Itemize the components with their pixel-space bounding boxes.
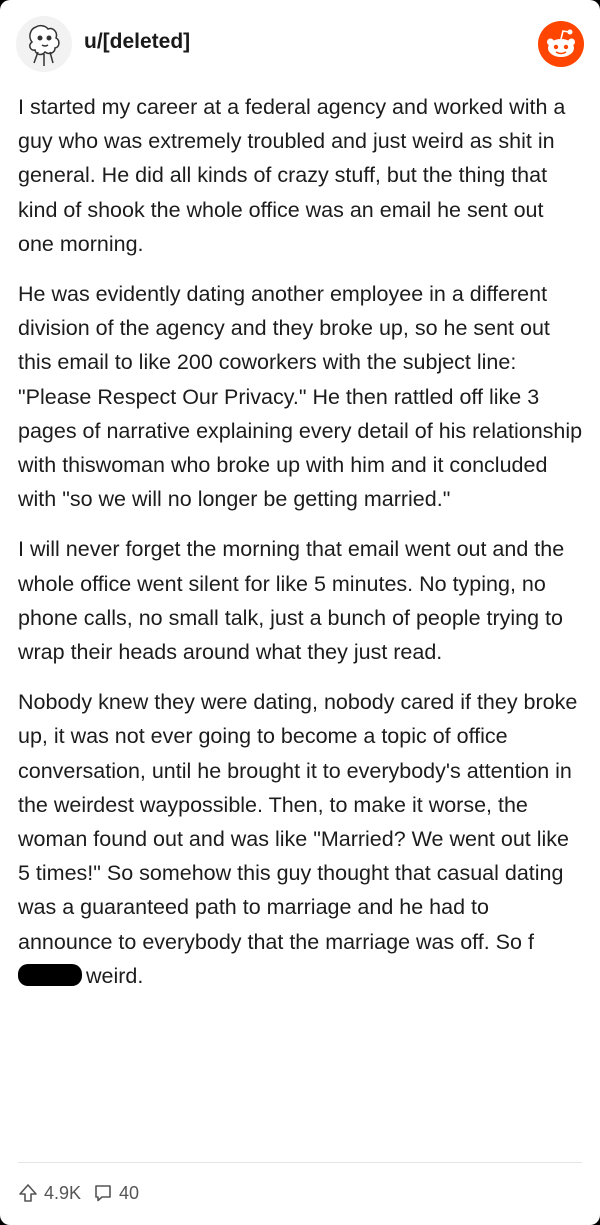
- post-body: [18, 90, 584, 1009]
- redaction-bar: [18, 964, 82, 986]
- post-header: [16, 16, 584, 76]
- post-paragraph: He was evidently dating another employee in a different division of the agency and they broke up, so he sent out this email to like 200 coworkers with the subject line: "Please Respect Our Privacy." He then rattled off like 3 pages of narrative explaining every detail of his relationship with thiswoman who broke up with him and it concluded with "so we will no longer be getting married.": [18, 282, 583, 512]
- post-footer: [18, 1178, 151, 1208]
- post-paragraph: I will never forget the morning that email went out and the whole office went silent for like 5 minutes. No typing, no phone calls, no small talk, just a bunch of people trying to wrap their heads around what they just read.: [18, 537, 565, 665]
- comment-count: 40: [119, 1182, 140, 1203]
- post-paragraph: I started my career at a federal agency and worked with a guy who was extremely troubled and just weird as shit in general. He did all kinds of crazy stuff, but the thing that kind of shook the whole office was an email he sent out one morning.: [18, 95, 566, 256]
- comment-bubble-icon: [93, 1183, 113, 1203]
- upvote-count: 4.9K: [44, 1182, 82, 1203]
- footer-divider: [18, 1162, 582, 1163]
- deleted-user-avatar-icon[interactable]: [16, 16, 72, 72]
- comments-button[interactable]: [93, 1183, 139, 1204]
- post-paragraph-last: [18, 685, 584, 993]
- reddit-logo-icon: [538, 21, 584, 67]
- post-text-before-redaction: Nobody knew they were dating, nobody cared if they broke up, it was not ever going to become a topic of office conversation, until he brought it to everybody's attention in the weirdest waypossible. Then, to make it worse, the woman found out and was like "Married? We went out like 5 times!" So somehow this guy thought that casual dating was a guaranteed path to marriage and he had to announce to everybody that the marriage was off. So f: [18, 690, 578, 954]
- post-author[interactable]: u/[deleted]: [84, 30, 191, 53]
- post-text-after-redaction: weird.: [86, 963, 144, 988]
- upvote-arrow-icon: [18, 1183, 38, 1203]
- upvote-button[interactable]: [18, 1183, 81, 1204]
